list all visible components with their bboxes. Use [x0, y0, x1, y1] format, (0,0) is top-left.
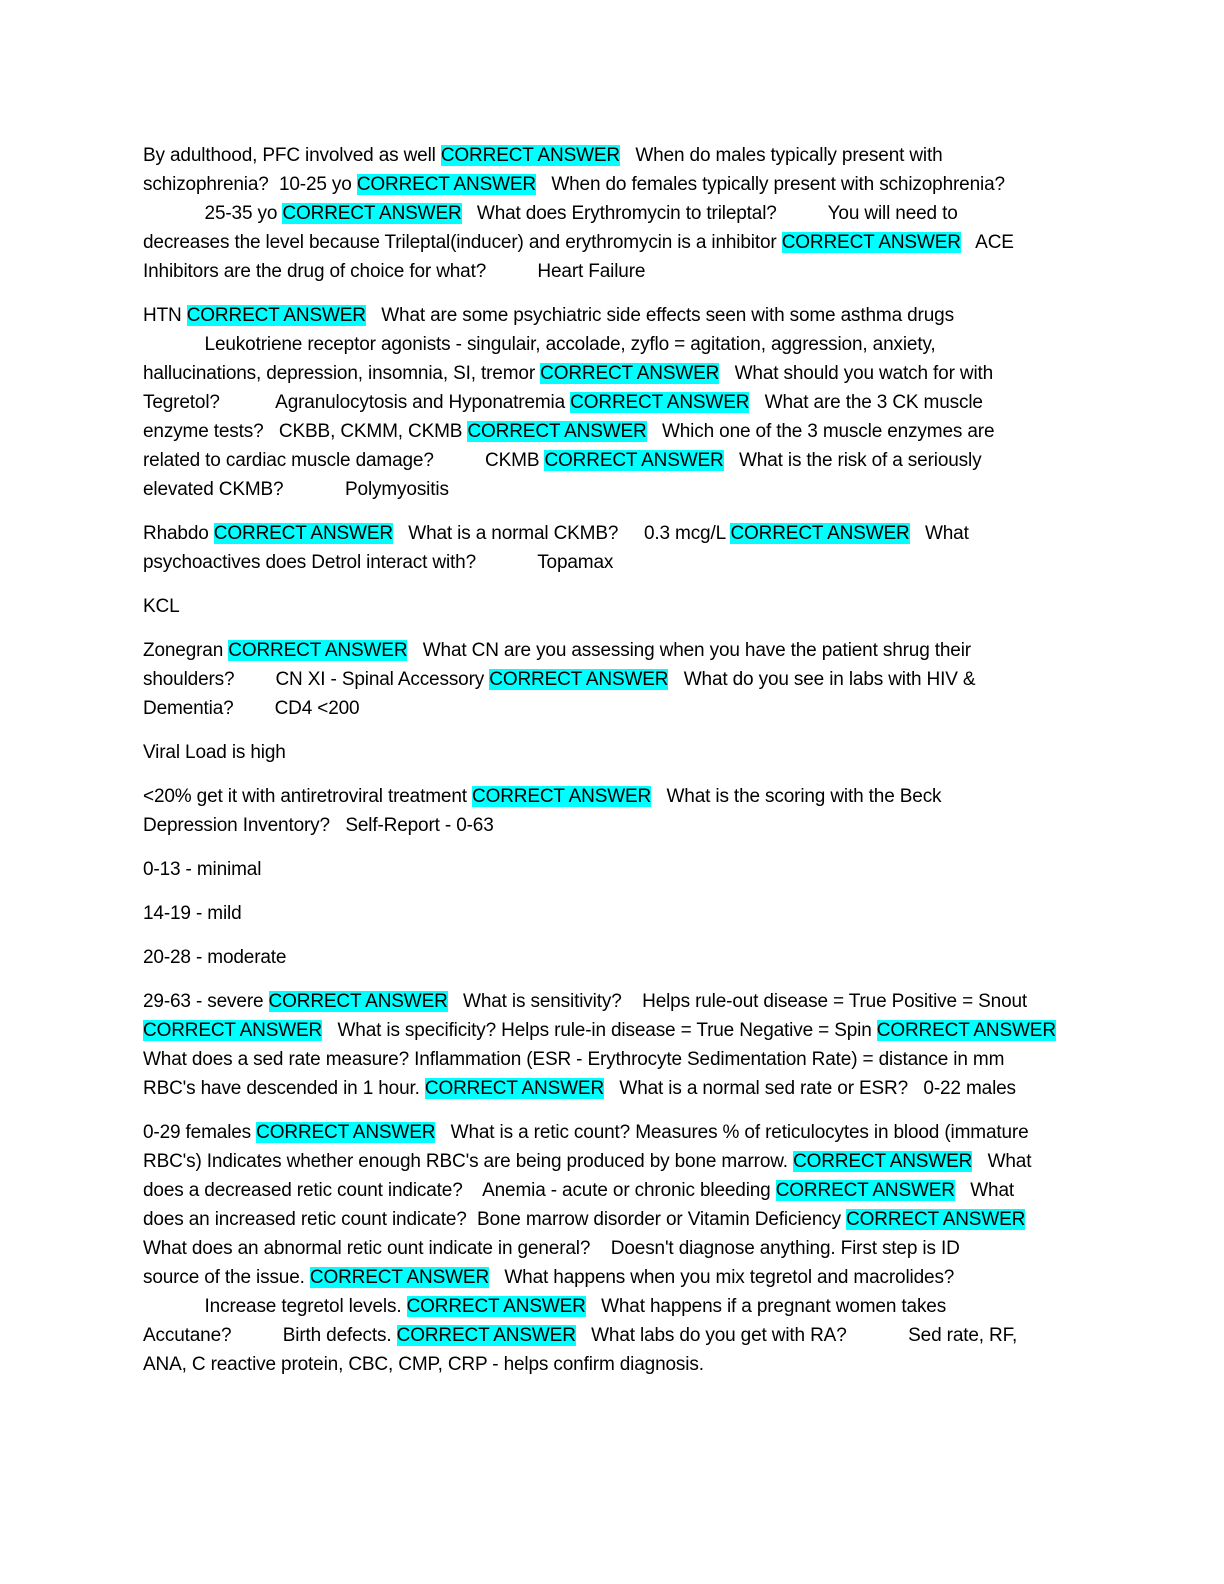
text-segment: decreases the level because Trileptal(inducer) and erythromycin is a inhibitor — [143, 232, 782, 253]
text-line — [143, 170, 1083, 199]
text-segment: What is a retic count? Measures % of reticulocytes in blood (immature — [435, 1122, 1029, 1143]
text-segment: By adulthood, PFC involved as well — [143, 145, 441, 166]
text-line — [143, 228, 1083, 257]
text-line — [143, 417, 1083, 446]
paragraph-gap — [143, 621, 1083, 636]
correct-answer-highlight: CORRECT ANSWER — [730, 523, 910, 544]
paragraph-gap — [143, 286, 1083, 301]
correct-answer-highlight: CORRECT ANSWER — [186, 305, 366, 326]
correct-answer-highlight: CORRECT ANSWER — [213, 523, 393, 544]
text-segment: Inhibitors are the drug of choice for what? Heart Failure — [143, 261, 646, 282]
correct-answer-highlight: CORRECT ANSWER — [396, 1325, 576, 1346]
paragraph-gap — [143, 884, 1083, 899]
text-line — [143, 592, 1083, 621]
text-segment: HTN — [143, 305, 187, 326]
text-segment: ANA, C reactive protein, CBC, CMP, CRP - helps confirm diagnosis. — [143, 1354, 704, 1375]
text-segment: 0-13 - minimal — [143, 859, 262, 880]
correct-answer-highlight: CORRECT ANSWER — [544, 450, 724, 471]
text-segment: What do you see in labs with HIV & — [668, 669, 976, 690]
text-segment: elevated CKMB? Polymyositis — [143, 479, 449, 500]
paragraph-gap — [143, 972, 1083, 987]
text-line — [143, 782, 1083, 811]
text-segment: What are some psychiatric side effects seen with some asthma drugs — [365, 305, 954, 326]
document-body — [143, 141, 1083, 1379]
text-segment: What does an abnormal retic ount indicate in general? Doesn't diagnose anything. First step is ID — [143, 1238, 960, 1259]
text-segment: Increase tegretol levels. — [143, 1296, 407, 1317]
text-segment: Leukotriene receptor agonists - singulair, accolade, zyflo = agitation, aggression, anxiety, — [143, 334, 936, 355]
text-line — [143, 330, 1083, 359]
text-line — [143, 811, 1083, 840]
text-segment: What — [972, 1151, 1032, 1172]
text-segment: What — [954, 1180, 1014, 1201]
text-segment: What labs do you get with RA? Sed rate, RF, — [575, 1325, 1018, 1346]
correct-answer-highlight: CORRECT ANSWER — [268, 991, 448, 1012]
text-segment: enzyme tests? CKBB, CKMM, CKMB — [143, 421, 468, 442]
correct-answer-highlight: CORRECT ANSWER — [540, 363, 720, 384]
text-line — [143, 1205, 1083, 1234]
text-line — [143, 1016, 1083, 1045]
text-line — [143, 1074, 1083, 1103]
correct-answer-highlight: CORRECT ANSWER — [775, 1180, 955, 1201]
text-line — [143, 1234, 1083, 1263]
correct-answer-highlight: CORRECT ANSWER — [424, 1078, 605, 1099]
text-segment: hallucinations, depression, insomnia, SI, tremor — [143, 363, 541, 384]
text-line — [143, 388, 1083, 417]
correct-answer-highlight: CORRECT ANSWER — [489, 669, 669, 690]
text-segment: What is specificity? Helps rule-in disease = True Negative = Spin — [322, 1020, 877, 1041]
text-segment: Viral Load is high — [143, 742, 286, 763]
text-line — [143, 548, 1083, 577]
text-line — [143, 301, 1083, 330]
paragraph-gap — [143, 767, 1083, 782]
text-segment: 29-63 - severe — [143, 991, 269, 1012]
paragraph-gap — [143, 504, 1083, 519]
text-segment: shoulders? CN XI - Spinal Accessory — [143, 669, 490, 690]
text-line — [143, 257, 1083, 286]
text-segment: schizophrenia? 10-25 yo — [143, 174, 357, 195]
text-line — [143, 1045, 1083, 1074]
correct-answer-highlight: CORRECT ANSWER — [256, 1122, 436, 1143]
text-segment: KCL — [143, 596, 180, 617]
text-segment: What is the risk of a seriously — [723, 450, 982, 471]
text-line — [143, 1147, 1083, 1176]
paragraph-gap — [143, 1103, 1083, 1118]
paragraph-gap — [143, 577, 1083, 592]
text-line — [143, 738, 1083, 767]
text-line — [143, 665, 1083, 694]
text-segment: 14-19 - mild — [143, 903, 242, 924]
text-segment: What is the scoring with the Beck — [651, 786, 942, 807]
text-segment: ACE — [960, 232, 1014, 253]
text-segment: What is a normal CKMB? 0.3 mcg/L — [392, 523, 731, 544]
text-line — [143, 1350, 1083, 1379]
text-segment: What — [909, 523, 969, 544]
text-segment: Tegretol? Agranulocytosis and Hyponatremia — [143, 392, 571, 413]
text-line — [143, 636, 1083, 665]
correct-answer-highlight: CORRECT ANSWER — [467, 421, 647, 442]
text-segment: Depression Inventory? Self-Report - 0-63 — [143, 815, 494, 836]
paragraph-gap — [143, 723, 1083, 738]
text-segment: source of the issue. — [143, 1267, 310, 1288]
correct-answer-highlight: CORRECT ANSWER — [793, 1151, 973, 1172]
text-line — [143, 987, 1083, 1016]
text-segment: related to cardiac muscle damage? CKMB — [143, 450, 545, 471]
correct-answer-highlight: CORRECT ANSWER — [356, 174, 536, 195]
text-line — [143, 199, 1083, 228]
correct-answer-highlight: CORRECT ANSWER — [143, 1020, 323, 1041]
correct-answer-highlight: CORRECT ANSWER — [570, 392, 750, 413]
correct-answer-highlight: CORRECT ANSWER — [309, 1267, 490, 1288]
text-line — [143, 1321, 1083, 1350]
text-segment: Accutane? Birth defects. — [143, 1325, 397, 1346]
text-segment: What should you watch for with — [719, 363, 994, 384]
text-segment: Dementia? CD4 <200 — [143, 698, 360, 719]
text-segment: does a decreased retic count indicate? Anemia - acute or chronic bleeding — [143, 1180, 776, 1201]
correct-answer-highlight: CORRECT ANSWER — [781, 232, 961, 253]
text-line — [143, 943, 1083, 972]
text-line — [143, 141, 1083, 170]
text-line — [143, 694, 1083, 723]
text-segment: Zonegran — [143, 640, 229, 661]
text-segment: does an increased retic count indicate? Bone marrow disorder or Vitamin Deficiency — [143, 1209, 847, 1230]
text-segment: What happens when you mix tegretol and macrolides? — [489, 1267, 955, 1288]
text-line — [143, 359, 1083, 388]
correct-answer-highlight: CORRECT ANSWER — [228, 640, 408, 661]
text-segment: What does Erythromycin to trileptal? You will need to — [461, 203, 958, 224]
text-line — [143, 1118, 1083, 1147]
text-segment: What does a sed rate measure? Inflammation (ESR - Erythrocyte Sedimentation Rate) = distance in mm — [143, 1049, 1005, 1070]
text-line — [143, 1176, 1083, 1205]
text-segment: Which one of the 3 muscle enzymes are — [646, 421, 995, 442]
text-line — [143, 1292, 1083, 1321]
text-line — [143, 475, 1083, 504]
text-segment: What are the 3 CK muscle — [749, 392, 983, 413]
text-line — [143, 855, 1083, 884]
correct-answer-highlight: CORRECT ANSWER — [440, 145, 620, 166]
text-segment: When do males typically present with — [619, 145, 943, 166]
text-segment: 0-29 females — [143, 1122, 257, 1143]
text-segment: What is sensitivity? Helps rule-out disease = True Positive = Snout — [447, 991, 1028, 1012]
text-segment: What happens if a pregnant women takes — [585, 1296, 947, 1317]
paragraph-gap — [143, 840, 1083, 855]
text-segment: What is a normal sed rate or ESR? 0-22 males — [604, 1078, 1016, 1099]
text-segment: 25-35 yo — [143, 203, 283, 224]
text-segment: psychoactives does Detrol interact with? Topamax — [143, 552, 614, 573]
text-line — [143, 1263, 1083, 1292]
text-segment: 20-28 - moderate — [143, 947, 287, 968]
text-segment: When do females typically present with schizophrenia? — [535, 174, 1005, 195]
correct-answer-highlight: CORRECT ANSWER — [472, 786, 652, 807]
correct-answer-highlight: CORRECT ANSWER — [876, 1020, 1056, 1041]
text-segment: Rhabdo — [143, 523, 214, 544]
paragraph-gap — [143, 928, 1083, 943]
text-line — [143, 446, 1083, 475]
text-line — [143, 899, 1083, 928]
text-segment: <20% get it with antiretroviral treatment — [143, 786, 472, 807]
correct-answer-highlight: CORRECT ANSWER — [406, 1296, 586, 1317]
text-segment: RBC's have descended in 1 hour. — [143, 1078, 425, 1099]
text-segment: RBC's) Indicates whether enough RBC's are being produced by bone marrow. — [143, 1151, 794, 1172]
correct-answer-highlight: CORRECT ANSWER — [282, 203, 462, 224]
text-segment: What CN are you assessing when you have the patient shrug their — [407, 640, 971, 661]
text-line — [143, 519, 1083, 548]
correct-answer-highlight: CORRECT ANSWER — [846, 1209, 1026, 1230]
